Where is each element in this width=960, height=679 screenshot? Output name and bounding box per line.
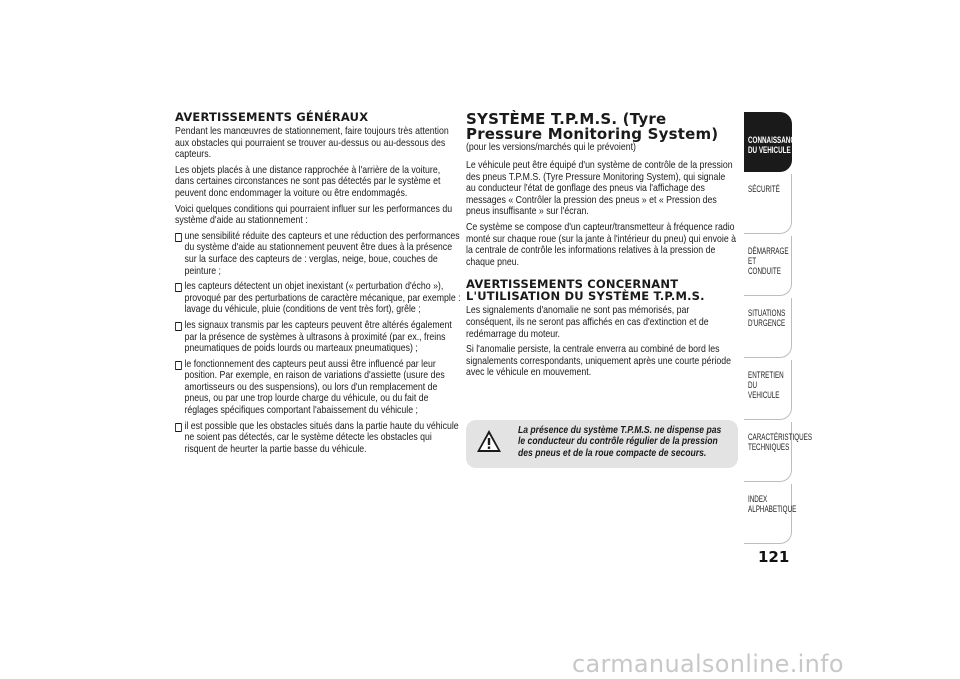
left-column <box>175 110 461 459</box>
tpms-title: SYSTÈME T.P.M.S. (Tyre Pressure Monitoring System) <box>466 110 719 143</box>
list-item: les signaux transmis par les capteurs peuvent être altérés également par la présence de systèmes à ultrasons à proximité (par ex., freins pneumatiques de poids lourds ou marteaux pneumatiques) ; <box>175 320 464 355</box>
middle-column <box>466 112 738 383</box>
warning-text: La présence du système T.P.M.S. ne dispense pas le conducteur du contrôle régulier de la pression des pneus et de la roue compacte de secours. <box>518 425 722 459</box>
watermark: carmanualsonline.info <box>572 650 844 678</box>
tab-demarrage-et-conduite[interactable]: DÉMARRAGE ET CONDUITE <box>744 236 792 296</box>
paragraph: Les objets placés à une distance rapprochée à l'arrière de la voiture, dans certaines circonstances ne sont pas détectés par le système et peuvent donc endommager la voiture ou être endommagés. <box>175 164 441 199</box>
tab-index-alphabetique[interactable]: INDEX ALPHABETIQUE <box>744 484 792 544</box>
list-item: une sensibilité réduite des capteurs et une réduction des performances du système d'aide au stationnement peuvent être dues à la présence sur la surface des capteurs de : verglas, neige, boue, couches de peinture ; <box>175 231 464 277</box>
page-number: 121 <box>758 548 790 566</box>
paragraph: Le véhicule peut être équipé d'un système de contrôle de la pression des pneus T.P.M.S. (Tyre Pressure Monitoring System), qui signale au conducteur l'état de gonflage des pneus via l'affichage des messages « Contrôler la pression des pneus » et « Pression des pneus insuffisante » sur l'écran. <box>466 160 733 218</box>
tab-entretien-du-vehicule[interactable]: ENTRETIEN DU VEHICULE <box>744 360 792 420</box>
tab-situations-d-urgence[interactable]: SITUATIONS D'URGENCE <box>744 298 792 358</box>
paragraph: Pendant les manœuvres de stationnement, faire toujours très attention aux obstacles qui pourraient se trouver au-dessus ou au-dessous des capteurs. <box>175 126 449 161</box>
warning-box <box>466 420 738 468</box>
list-item: il est possible que les obstacles situés dans la partie haute du véhicule ne soient pas détectés, car le système détecte les obstacles qui risquent de heurter la partie basse du véhicule. <box>175 421 464 456</box>
list-item: les capteurs détectent un objet inexistant (« perturbation d'écho »), provoqué par des perturbations de caractère mécanique, par exemple : lavage du véhicule, pluie (conditions de vent très fort), grêle ; <box>175 281 464 316</box>
tpms-warnings-heading: AVERTISSEMENTS CONCERNANT L'UTILISATION DU SYSTÈME T.P.M.S. <box>466 277 705 304</box>
general-warnings-heading: AVERTISSEMENTS GÉNÉRAUX <box>175 110 369 124</box>
tab-caracteristiques-techniques[interactable]: CARACTÉRISTIQUES TECHNIQUES <box>744 422 792 482</box>
paragraph: Voici quelques conditions qui pourraient influer sur les performances du système d'aide au stationnement : <box>175 203 453 227</box>
tpms-subtitle: (pour les versions/marchés qui le prévoient) <box>466 142 636 153</box>
list-item: le fonctionnement des capteurs peut aussi être influencé par leur position. Par exemple, en raison de variations d'assiette (usure des amortisseurs ou des suspensions), ou lors d'un remplacement de pneus, ou par une trop lourde charge du véhicule, ou du fait de réglages spécifiques comportant l'abaissement du véhicule ; <box>175 359 464 417</box>
warning-triangle-icon <box>476 429 502 453</box>
paragraph: Si l'anomalie persiste, la centrale enverra au combiné de bord les signalements correspondants, uniquement après une courte période avec le véhicule en mouvement. <box>466 344 731 379</box>
paragraph: Les signalements d'anomalie ne sont pas mémorisés, par conséquent, ils ne seront pas affichés en cas d'extinction et de redémarrage du moteur. <box>466 305 709 340</box>
conditions-list <box>175 230 461 456</box>
tab-securite[interactable]: SÉCURITÉ <box>744 174 792 234</box>
paragraph: Ce système se compose d'un capteur/transmetteur à fréquence radio monté sur chaque roue (sur la jante à l'intérieur du pneu) qui envoie à la centrale de contrôle les informations relatives à la pression de chaque pneu. <box>466 221 737 268</box>
tab-connaissance-du-vehicule[interactable]: CONNAISSANCE DU VEHICULE <box>744 112 792 172</box>
